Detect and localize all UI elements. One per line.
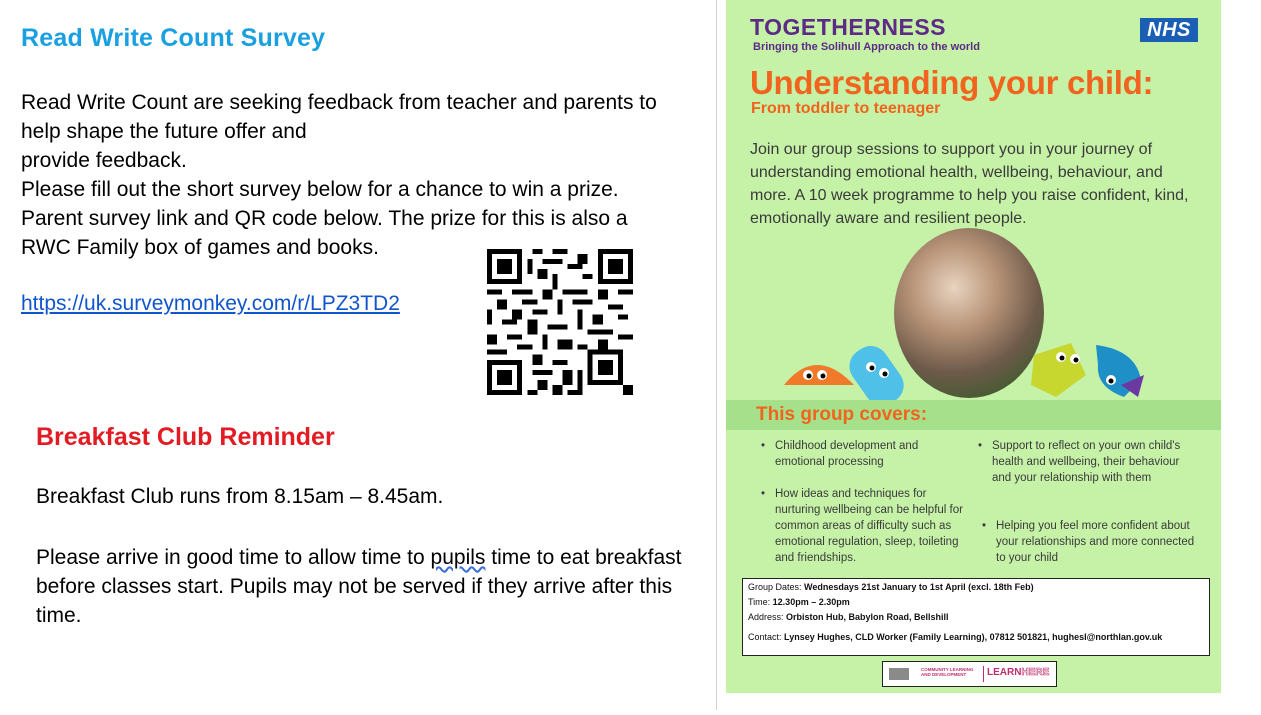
brand-tagline: Bringing the Solihull Approach to the world <box>753 41 980 53</box>
breakfast-body-start: Please arrive in good time to allow time to <box>36 546 431 569</box>
bullet-left-2: • How ideas and techniques for nurturing wellbeing can be helpful for common areas of difficulty such as emotional regulation, sleep, toileting and friendships. <box>775 486 965 566</box>
survey-link[interactable]: https://uk.surveymonkey.com/r/LPZ3TD2 <box>21 292 400 315</box>
info-time-label: Time: <box>748 597 773 607</box>
bullet-left-1: • Childhood development and emotional processing <box>775 438 955 470</box>
breakfast-title: Breakfast Club Reminder <box>36 423 335 451</box>
survey-qr-code <box>487 249 633 395</box>
spellcheck-word[interactable]: pupils <box>430 546 486 569</box>
bullet-right-2: • Helping you feel more confident about your relationships and more connected to your child <box>996 518 1196 566</box>
breakfast-body <box>36 543 686 630</box>
info-time <box>748 597 850 607</box>
info-time-value: 12.30pm – 2.30pm <box>772 597 850 607</box>
breakfast-body-end: time to eat breakfast before classes start. Pupils may not be served if they arrive after this time. <box>36 546 682 627</box>
decorative-shapes <box>776 335 1176 405</box>
survey-para-1: Read Write Count are seeking feedback from teacher and parents to help shape the future offer and <box>21 91 657 143</box>
info-dates-value: Wednesdays 21st January to 1st April (excl. 18th Feb) <box>804 582 1034 592</box>
info-dates <box>748 582 1034 592</box>
learn-text: LEARN <box>987 667 1022 678</box>
covers-title: This group covers: <box>756 404 928 425</box>
here-text: HERE <box>1021 667 1050 678</box>
partner-logo-strip <box>882 661 1057 687</box>
poster-title: Understanding your child: <box>750 64 1154 101</box>
nhs-logo: NHS <box>1140 18 1198 42</box>
learn-here-logo <box>987 667 1049 678</box>
survey-para-2: provide feedback. <box>21 149 187 172</box>
programme-poster <box>726 0 1221 693</box>
column-divider <box>716 0 717 710</box>
council-logo-icon <box>889 668 909 680</box>
survey-title: Read Write Count Survey <box>21 24 326 52</box>
bullet-right-1: • Support to reflect on your own child's health and wellbeing, their behaviour and your relationship with them <box>992 438 1192 486</box>
survey-para-3: Please fill out the short survey below for a chance to win a prize. <box>21 178 619 201</box>
info-address-label: Address: <box>748 612 787 622</box>
brand-logo: TOGETHERNESS <box>750 14 946 40</box>
info-address <box>748 612 949 622</box>
survey-para-4: Parent survey link and QR code below. The prize for this is also a RWC Family box of games and books. <box>21 207 628 259</box>
breakfast-times: Breakfast Club runs from 8.15am – 8.45am. <box>36 485 444 508</box>
survey-body <box>21 88 686 262</box>
poster-subtitle: From toddler to teenager <box>751 100 941 117</box>
info-dates-label: Group Dates: <box>748 582 805 592</box>
info-contact-value: Lynsey Hughes, CLD Worker (Family Learning), 07812 501821, hughesl@northlan.gov.uk <box>784 632 1163 642</box>
info-address-value: Orbiston Hub, Babylon Road, Bellshill <box>786 612 949 622</box>
info-contact <box>748 632 1162 642</box>
info-contact-label: Contact: <box>748 632 785 642</box>
poster-intro: Join our group sessions to support you in your journey of understanding emotional health, wellbeing, behaviour, and more. A 10 week programme to help you raise confident, kind, emotionally aware and resilient people. <box>750 141 1189 227</box>
session-info-box <box>742 578 1210 656</box>
cld-logo-text: COMMUNITY LEARNING AND DEVELOPMENT <box>921 667 974 677</box>
